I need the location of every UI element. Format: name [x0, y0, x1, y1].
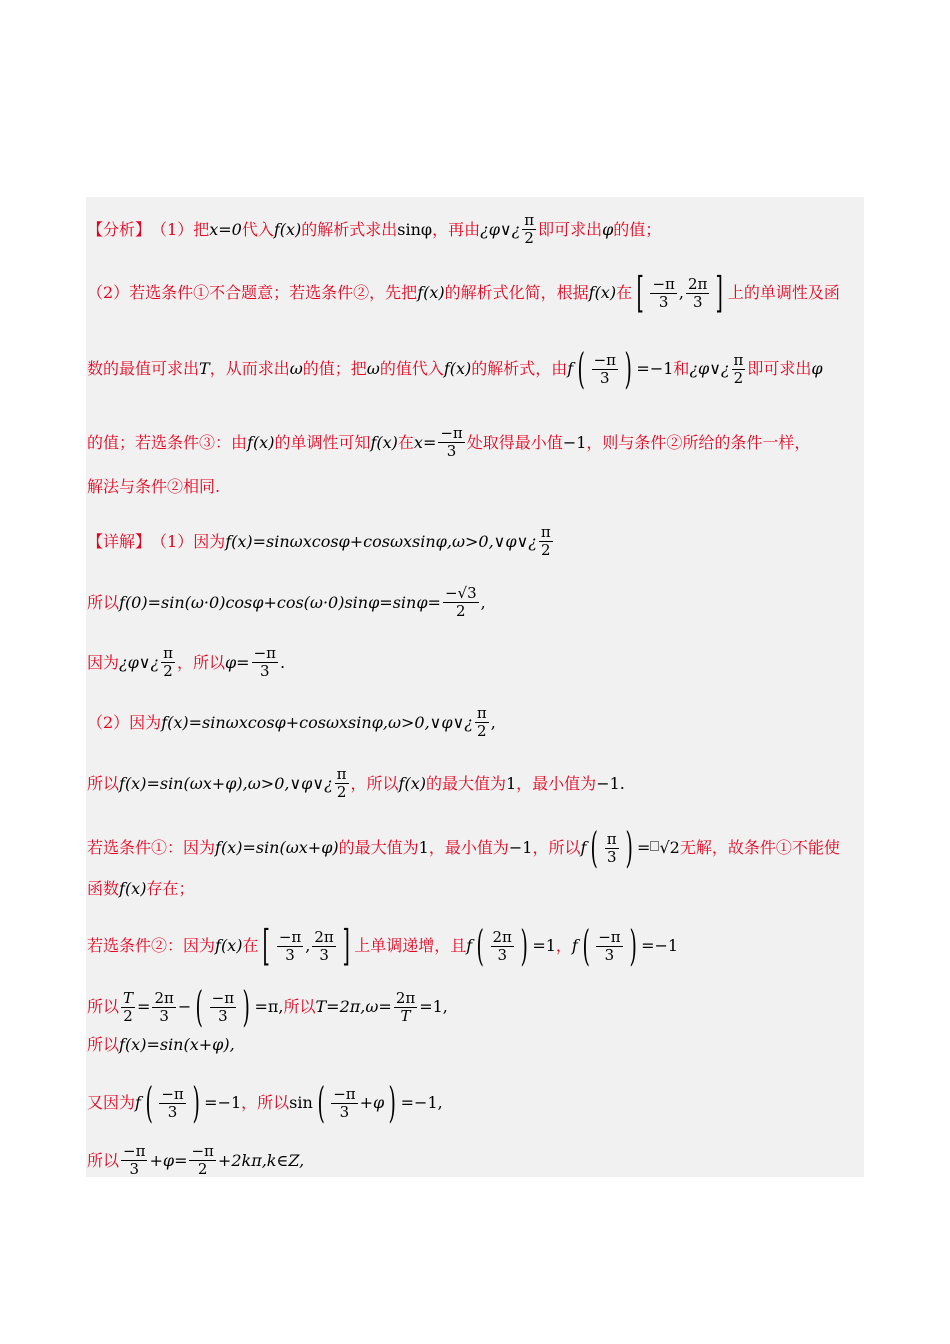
detail-line-2 [87, 585, 486, 620]
math: = [137, 997, 151, 1016]
detail-line-11 [87, 1078, 443, 1127]
math: =−1 [204, 1093, 242, 1112]
fraction: π 2 [476, 704, 487, 740]
detail-line-7 [87, 879, 194, 899]
fraction: −π 3 [278, 927, 302, 964]
bracket-left: [ [262, 921, 271, 970]
paren-right: ) [625, 823, 633, 872]
math: f [135, 1093, 141, 1112]
paren-left: ( [577, 344, 586, 393]
math: x=0 [209, 219, 242, 239]
paren-right: ) [624, 344, 632, 393]
text: 又因为 [87, 1093, 136, 1112]
math: f(x)=sin(ωx+φ) [215, 838, 339, 857]
text: 的解析式化简，根据 [444, 283, 589, 302]
math: f [466, 936, 473, 955]
bracket-right: ] [715, 268, 724, 317]
math: f [567, 359, 574, 378]
text: （1）因为 [151, 531, 226, 551]
text: 所以 [283, 997, 316, 1016]
math: f(0)=sin(ω·0)cosφ+cos(ω·0)sinφ=sinφ= [119, 592, 441, 612]
text: ，最小值为 [428, 838, 509, 857]
text: ，所以 [532, 838, 581, 857]
math: −1 [596, 773, 620, 793]
fraction: $\frac{-\pi}{3}$ [440, 424, 463, 460]
math: =−1 [636, 359, 674, 378]
math: sinφ [397, 219, 433, 239]
text: 的值； [613, 219, 662, 239]
fraction: $\frac{-√3}{2}$ [444, 584, 477, 620]
analysis-line-3 [87, 344, 823, 393]
math: f(x) [215, 936, 243, 955]
detail-line-8: 若选条件②：因为 f(x) 在 [ −π 3 , 2π 3 ] 上单调递增，且 f ( 2π 3 ) =1 ， f ( −π 3 ) =−1 [87, 921, 679, 970]
math: f(x) [119, 879, 147, 898]
fraction: π 3 [606, 829, 617, 866]
math: , [480, 592, 486, 612]
text: ，则与条件②所给的条件一样， [586, 432, 811, 452]
math: ¿φ∨¿ [119, 652, 160, 672]
fraction: 2π 3 [492, 927, 512, 964]
math: f(x)=sin(ωx+φ),ω>0,∨φ∨¿ [119, 773, 333, 793]
detail-line-6 [87, 823, 840, 872]
paren-right: ) [192, 1078, 200, 1127]
fraction: −π 3 [211, 988, 235, 1025]
text: （2）因为 [87, 712, 162, 732]
math: = [637, 838, 651, 857]
text: ，从而求出 [209, 359, 290, 378]
text: ，所以 [176, 652, 225, 672]
fraction: $\frac{-\pi}{3}$ [253, 644, 277, 680]
text: ，所以 [241, 1093, 290, 1112]
math: f(x) [443, 359, 472, 378]
paren-right: ) [520, 921, 528, 970]
text: 所以 [87, 1035, 120, 1054]
text: ， [555, 936, 572, 955]
text: ，最小值为 [516, 773, 597, 793]
text: ，所以 [350, 773, 399, 793]
paren-left: ( [582, 921, 590, 970]
text: 所以 [87, 997, 120, 1016]
fraction: $\frac{2\pi}{T}$ [395, 988, 416, 1025]
math: , [437, 1093, 443, 1112]
text: ，再由 [432, 219, 481, 239]
bracket-left: [ [636, 268, 644, 317]
math: T [199, 359, 210, 378]
math: −1 [562, 432, 587, 452]
paren-left: ( [195, 982, 204, 1031]
text: 处取得最小值 [466, 432, 563, 452]
math: f(x) [247, 432, 275, 452]
detail-line-3 [87, 645, 285, 680]
detail-line-1 [87, 524, 555, 559]
math: √2 [659, 838, 680, 857]
text: 代入 [241, 219, 274, 239]
paren-left: ( [317, 1078, 325, 1127]
text: 无解，故条件①不能使 [679, 838, 840, 857]
bracket-right: ] [342, 921, 350, 970]
math: f(x)=sinωxcosφ+cosωxsinφ,ω>0,∨φ∨¿ [161, 712, 473, 732]
math: −1 [508, 838, 533, 857]
math: . [619, 773, 625, 793]
fraction: π 2 [524, 211, 535, 247]
detail-line-9 [87, 982, 448, 1031]
fraction: 2π 3 [688, 274, 708, 311]
math: φ [602, 219, 614, 239]
math: =−1 [400, 1093, 438, 1112]
text: 若选条件①：因为 [87, 838, 216, 857]
math: 1 [418, 838, 429, 857]
text: （2）若选条件①不合题意；若选条件②，先把 [87, 283, 418, 302]
math: f(x)=sinωxcosφ+cosωxsinφ,ω>0,∨φ∨¿ [225, 531, 537, 551]
detail-line-12 [87, 1143, 304, 1178]
paren-left: ( [590, 823, 599, 872]
text: 的单调性可知 [274, 432, 371, 452]
text: 的最大值为 [338, 838, 419, 857]
text: 即可求出 [747, 359, 812, 378]
analysis-line-4 [87, 425, 810, 460]
text: 上单调递增，且 [354, 936, 467, 955]
text: 在 [616, 283, 633, 302]
fraction: 2π 3 [314, 927, 334, 964]
text: 所以 [87, 1150, 120, 1170]
text: 所以 [87, 773, 120, 793]
text: 和 [673, 359, 690, 378]
math: =1 [532, 936, 556, 955]
text: 即可求出 [538, 219, 603, 239]
math: +2kπ,k∈Z, [217, 1150, 305, 1170]
math: . [280, 652, 286, 672]
fraction: −π 3 [598, 927, 621, 964]
math: +φ [359, 1093, 385, 1112]
fraction: π 2 [163, 644, 173, 680]
fraction: π 2 [733, 350, 744, 387]
detail-tag: 【详解】 [87, 531, 152, 551]
paren-right: ) [242, 982, 250, 1031]
analysis-tag: 【分析】 [87, 219, 152, 239]
fraction: −π 3 [652, 274, 675, 311]
text: 在 [242, 936, 259, 955]
text: （1）把 [151, 219, 210, 239]
paren-right: ) [388, 1078, 397, 1127]
fraction: −π 3 [123, 1142, 146, 1178]
fraction: π 2 [540, 523, 551, 559]
text: 的解析式，由 [471, 359, 568, 378]
detail-line-10 [87, 1035, 235, 1055]
text: 解法与条件②相同. [87, 477, 221, 496]
math: − [177, 997, 192, 1016]
math: φ= [224, 652, 250, 672]
fraction: $\frac{-\pi}{2}$ [191, 1142, 214, 1178]
math: ω [366, 359, 380, 378]
math: 1 [505, 773, 517, 793]
text: 函数 [87, 879, 120, 898]
analysis-line-1 [87, 212, 661, 247]
missing-glyph-box [650, 841, 659, 851]
text: 若选条件②：因为 [87, 936, 216, 955]
text: 所以 [87, 592, 120, 612]
text: 的值；把 [302, 359, 367, 378]
fraction: −π 3 [593, 350, 617, 387]
fraction: $\frac{2\pi}{3}$ [154, 988, 174, 1025]
paren-right: ) [629, 921, 637, 970]
fraction: −π 3 [333, 1084, 356, 1121]
math: x= [413, 432, 437, 452]
text: 存在； [146, 879, 195, 898]
math: ω [289, 359, 303, 378]
math: T=2π,ω= [315, 997, 392, 1016]
text: 因为 [87, 652, 120, 672]
math: f [580, 838, 587, 857]
text: 在 [397, 432, 414, 452]
math: f(x) [588, 283, 617, 302]
detail-line-4 [87, 705, 496, 740]
math: f(x)=sin(x+φ), [119, 1035, 235, 1054]
paren-left: ( [476, 921, 485, 970]
text: 的解析式求出 [301, 219, 398, 239]
text: 的值代入 [379, 359, 444, 378]
math: f(x) [273, 219, 302, 239]
math: sin [289, 1093, 313, 1112]
math: f(x) [417, 283, 445, 302]
text: 上的单调性及函 [727, 283, 840, 302]
math: =π, [254, 997, 284, 1016]
math: =−1 [641, 936, 679, 955]
paren-left: ( [145, 1078, 153, 1127]
text: 的值；若选条件③：由 [87, 432, 248, 452]
math: , [490, 712, 496, 732]
fraction: π 2 [336, 765, 347, 801]
text: 的最大值为 [425, 773, 506, 793]
math: f(x) [370, 432, 398, 452]
detail-line-5 [87, 766, 625, 801]
math: f [571, 936, 578, 955]
math: ¿φ∨¿ [480, 219, 521, 239]
math: +φ= [149, 1150, 188, 1170]
fraction: −π 3 [161, 1084, 184, 1121]
math: ¿φ∨¿ [689, 359, 730, 378]
math: =1, [419, 997, 448, 1016]
math: f(x) [398, 773, 426, 793]
math: φ [811, 359, 823, 378]
fraction: $\frac{T}{2}$ [123, 988, 134, 1025]
analysis-line-2: （2）若选条件①不合题意；若选条件②，先把 f(x) 的解析式化简，根据 f(x) 在 [ −π 3 , 2π 3 ] 上的单调性及函 [87, 268, 840, 317]
analysis-line-5 [87, 477, 220, 497]
text: 数的最值可求出 [87, 359, 200, 378]
